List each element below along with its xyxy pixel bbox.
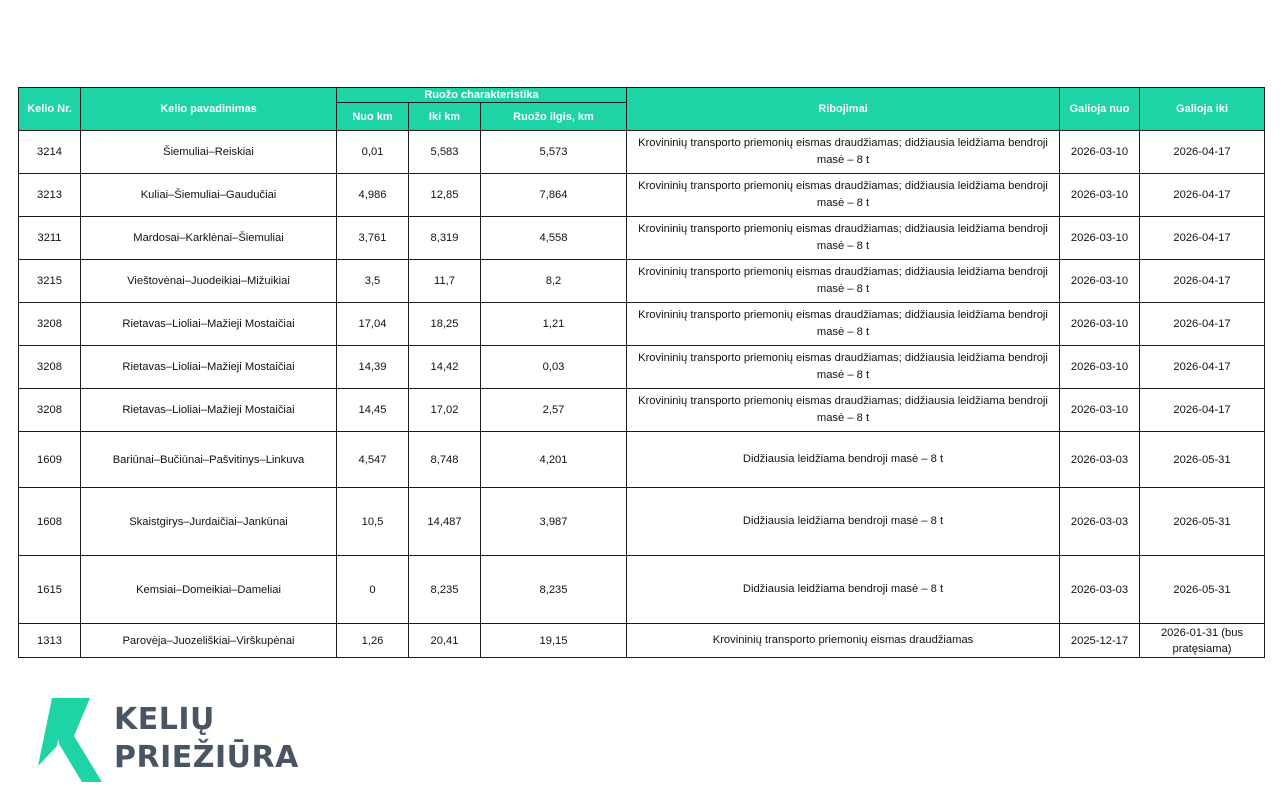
- cell-from-km: 1,26: [337, 624, 409, 658]
- cell-from-km: 0: [337, 556, 409, 624]
- cell-restrictions: Krovininių transporto priemonių eismas draudžiamas; didžiausia leidžiama bendroji masė – 8 t: [627, 174, 1060, 217]
- cell-length-km: 5,573: [481, 131, 627, 174]
- cell-restrictions: Krovininių transporto priemonių eismas draudžiamas; didžiausia leidžiama bendroji masė – 8 t: [627, 303, 1060, 346]
- cell-road-name: Rietavas–Lioliai–Mažieji Mostaičiai: [81, 303, 337, 346]
- cell-valid-to: 2026-04-17: [1140, 131, 1265, 174]
- cell-from-km: 3,5: [337, 260, 409, 303]
- cell-valid-from: 2026-03-10: [1060, 303, 1140, 346]
- cell-road-name: Kemsiai–Domeikiai–Dameliai: [81, 556, 337, 624]
- table-row: [19, 260, 1265, 303]
- cell-road-name: Skaistgirys–Jurdaičiai–Jankūnai: [81, 488, 337, 556]
- cell-valid-to: 2026-04-17: [1140, 217, 1265, 260]
- cell-road-name: Vieštovėnai–Juodeikiai–Mižuikiai: [81, 260, 337, 303]
- cell-from-km: 0,01: [337, 131, 409, 174]
- cell-to-km: 5,583: [409, 131, 481, 174]
- cell-from-km: 14,39: [337, 346, 409, 389]
- cell-length-km: 4,201: [481, 432, 627, 488]
- cell-valid-to: 2026-05-31: [1140, 488, 1265, 556]
- cell-valid-to: 2026-04-17: [1140, 303, 1265, 346]
- cell-valid-to: 2026-05-31: [1140, 432, 1265, 488]
- cell-road-no: 3213: [19, 174, 81, 217]
- table-row: [19, 488, 1265, 556]
- cell-road-no: 1609: [19, 432, 81, 488]
- cell-restrictions: Krovininių transporto priemonių eismas draudžiamas; didžiausia leidžiama bendroji masė – 8 t: [627, 389, 1060, 432]
- table-row: [19, 556, 1265, 624]
- cell-length-km: 4,558: [481, 217, 627, 260]
- table-row: [19, 624, 1265, 658]
- cell-road-no: 3215: [19, 260, 81, 303]
- cell-length-km: 1,21: [481, 303, 627, 346]
- cell-restrictions: Didžiausia leidžiama bendroji masė – 8 t: [627, 556, 1060, 624]
- header-section-group: Ruožo charakteristika: [337, 88, 627, 103]
- cell-restrictions: Krovininių transporto priemonių eismas draudžiamas; didžiausia leidžiama bendroji masė – 8 t: [627, 346, 1060, 389]
- cell-length-km: 19,15: [481, 624, 627, 658]
- cell-road-no: 1608: [19, 488, 81, 556]
- cell-length-km: 0,03: [481, 346, 627, 389]
- cell-valid-from: 2026-03-03: [1060, 432, 1140, 488]
- cell-from-km: 3,761: [337, 217, 409, 260]
- cell-road-no: 3208: [19, 303, 81, 346]
- cell-to-km: 14,42: [409, 346, 481, 389]
- cell-road-no: 3208: [19, 346, 81, 389]
- cell-from-km: 17,04: [337, 303, 409, 346]
- cell-restrictions: Krovininių transporto priemonių eismas draudžiamas; didžiausia leidžiama bendroji masė – 8 t: [627, 260, 1060, 303]
- cell-restrictions: Didžiausia leidžiama bendroji masė – 8 t: [627, 432, 1060, 488]
- header-to-km: Iki km: [409, 103, 481, 131]
- header-from-km: Nuo km: [337, 103, 409, 131]
- cell-valid-from: 2026-03-10: [1060, 131, 1140, 174]
- cell-valid-from: 2026-03-10: [1060, 389, 1140, 432]
- cell-valid-to: 2026-04-17: [1140, 346, 1265, 389]
- table-row: [19, 217, 1265, 260]
- cell-road-no: 3208: [19, 389, 81, 432]
- cell-length-km: 2,57: [481, 389, 627, 432]
- table-row: [19, 389, 1265, 432]
- cell-restrictions: Krovininių transporto priemonių eismas draudžiamas: [627, 624, 1060, 658]
- logo-text-line1: KELIŲ: [114, 702, 215, 737]
- cell-to-km: 17,02: [409, 389, 481, 432]
- cell-road-no: 3211: [19, 217, 81, 260]
- header-valid-to: Galioja iki: [1140, 88, 1265, 131]
- cell-valid-from: 2026-03-03: [1060, 556, 1140, 624]
- cell-length-km: 7,864: [481, 174, 627, 217]
- cell-to-km: 8,319: [409, 217, 481, 260]
- cell-road-no: 1313: [19, 624, 81, 658]
- cell-restrictions: Krovininių transporto priemonių eismas draudžiamas; didžiausia leidžiama bendroji masė – 8 t: [627, 131, 1060, 174]
- cell-to-km: 8,748: [409, 432, 481, 488]
- cell-valid-to: 2026-05-31: [1140, 556, 1265, 624]
- cell-valid-from: 2026-03-10: [1060, 260, 1140, 303]
- cell-road-name: Bariūnai–Bučiūnai–Pašvitinys–Linkuva: [81, 432, 337, 488]
- cell-to-km: 14,487: [409, 488, 481, 556]
- cell-road-name: Mardosai–Karklėnai–Šiemuliai: [81, 217, 337, 260]
- cell-restrictions: Krovininių transporto priemonių eismas draudžiamas; didžiausia leidžiama bendroji masė – 8 t: [627, 217, 1060, 260]
- table-row: [19, 432, 1265, 488]
- cell-length-km: 8,235: [481, 556, 627, 624]
- cell-valid-from: 2026-03-10: [1060, 217, 1140, 260]
- cell-valid-to: 2026-04-17: [1140, 389, 1265, 432]
- cell-valid-to: 2026-01-31 (bus pratęsiama): [1140, 624, 1265, 658]
- table-row: [19, 131, 1265, 174]
- cell-to-km: 18,25: [409, 303, 481, 346]
- cell-to-km: 12,85: [409, 174, 481, 217]
- cell-to-km: 11,7: [409, 260, 481, 303]
- header-road-name: Kelio pavadinimas: [81, 88, 337, 131]
- cell-road-name: Rietavas–Lioliai–Mažieji Mostaičiai: [81, 346, 337, 389]
- cell-from-km: 4,547: [337, 432, 409, 488]
- road-k-mark-icon: [38, 698, 104, 782]
- table-header: [19, 88, 1265, 131]
- header-road-no: Kelio Nr.: [19, 88, 81, 131]
- cell-road-name: Kuliai–Šiemuliai–Gaudučiai: [81, 174, 337, 217]
- road-restrictions-table: [18, 87, 1265, 658]
- cell-from-km: 14,45: [337, 389, 409, 432]
- cell-from-km: 10,5: [337, 488, 409, 556]
- logo-text-line2: PRIEŽIŪRA: [114, 740, 299, 775]
- cell-valid-to: 2026-04-17: [1140, 174, 1265, 217]
- cell-valid-from: 2026-03-10: [1060, 346, 1140, 389]
- header-restrictions: Ribojimai: [627, 88, 1060, 131]
- cell-length-km: 8,2: [481, 260, 627, 303]
- cell-road-name: Parovėja–Juozeliškiai–Virškupėnai: [81, 624, 337, 658]
- cell-road-no: 1615: [19, 556, 81, 624]
- cell-to-km: 20,41: [409, 624, 481, 658]
- table-row: [19, 303, 1265, 346]
- cell-road-name: Šiemuliai–Reiskiai: [81, 131, 337, 174]
- keliu-prieziura-logo: [38, 698, 308, 782]
- table-row: [19, 346, 1265, 389]
- cell-valid-from: 2026-03-03: [1060, 488, 1140, 556]
- table-row: [19, 174, 1265, 217]
- cell-valid-from: 2026-03-10: [1060, 174, 1140, 217]
- cell-length-km: 3,987: [481, 488, 627, 556]
- cell-road-no: 3214: [19, 131, 81, 174]
- cell-to-km: 8,235: [409, 556, 481, 624]
- cell-restrictions: Didžiausia leidžiama bendroji masė – 8 t: [627, 488, 1060, 556]
- cell-valid-to: 2026-04-17: [1140, 260, 1265, 303]
- cell-from-km: 4,986: [337, 174, 409, 217]
- header-length-km: Ruožo ilgis, km: [481, 103, 627, 131]
- header-valid-from: Galioja nuo: [1060, 88, 1140, 131]
- cell-valid-from: 2025-12-17: [1060, 624, 1140, 658]
- table-body: [19, 131, 1265, 658]
- cell-road-name: Rietavas–Lioliai–Mažieji Mostaičiai: [81, 389, 337, 432]
